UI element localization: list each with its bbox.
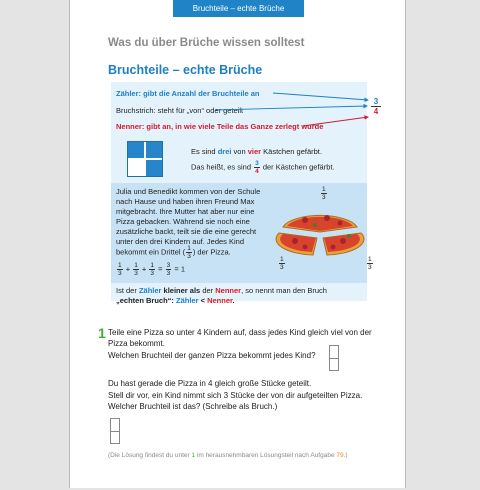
plus-sign: + xyxy=(125,264,131,274)
fraction-denominator: 4 xyxy=(255,168,259,175)
fraction-numerator: 3 xyxy=(166,262,171,269)
solution-hint xyxy=(108,452,348,459)
text-span: Kästchen gefärbt. xyxy=(261,147,322,156)
fraction-denominator: 3 xyxy=(368,264,372,271)
text-span: Es sind xyxy=(191,147,218,156)
inline-fraction xyxy=(117,262,123,277)
pizza-label-right xyxy=(366,256,374,271)
empty-square xyxy=(128,160,144,176)
term-nenner: Nenner xyxy=(215,286,242,295)
fraction-denominator: 3 xyxy=(280,264,284,271)
bruchstrich-definition: Bruchstrich: steht für „von“ oder geteilt xyxy=(116,106,244,115)
pizza-slice-back xyxy=(283,215,357,232)
solution-task-number: 79 xyxy=(336,452,344,459)
rule-line1 xyxy=(116,286,327,295)
story-line: zusätzliche backt, teilt sie die eine gerecht xyxy=(116,227,257,236)
fraction-numerator: 1 xyxy=(187,245,191,252)
pizza-slice-left xyxy=(276,233,317,255)
page-heading: Was du über Brüche wissen solltest xyxy=(108,37,305,49)
pizza-illustration xyxy=(275,205,365,263)
story-line: Julia und Benedikt kommen von der Schule xyxy=(116,187,261,196)
text-span: „echten Bruch“: xyxy=(116,296,177,305)
fraction-denominator: 4 xyxy=(371,106,381,116)
text-span: . xyxy=(232,296,235,305)
count-four: vier xyxy=(247,147,262,156)
text-span: , so nennt man den Bruch xyxy=(241,286,327,295)
less-than-sign: < xyxy=(198,296,208,305)
story-line: nach Hause und haben ihren Freund Max xyxy=(116,197,255,206)
question-text: Pizza bekommt. xyxy=(108,339,165,348)
answer-fraction-box[interactable] xyxy=(329,345,339,371)
section-title: Bruchteile – echte Brüche xyxy=(108,63,263,77)
inline-fraction xyxy=(186,245,192,260)
colored-square xyxy=(146,142,162,158)
fraction-numerator: 1 xyxy=(134,262,138,269)
equals-sign: = xyxy=(174,264,179,274)
answer-fraction-box[interactable] xyxy=(110,418,120,444)
story-line: Pizza gebacken. Während sie noch eine xyxy=(116,217,250,226)
colored-square xyxy=(128,142,144,158)
inline-fraction xyxy=(149,262,155,277)
fraction-denominator: 3 xyxy=(150,270,155,277)
question-text: Welchen Bruchteil der ganzen Pizza bekommt jedes Kind? xyxy=(108,351,316,360)
question-text: Welcher Bruchteil ist das? (Schreibe als Bruch.) xyxy=(108,402,278,411)
pizza-label-top xyxy=(320,186,328,201)
fraction-denominator: 3 xyxy=(166,270,171,277)
text-span: der Kästchen gefärbt. xyxy=(260,162,335,172)
zaehler-definition: Zähler: gibt die Anzahl der Bruchteile an xyxy=(116,89,260,98)
grid-text-line1 xyxy=(191,147,322,156)
text-span: von xyxy=(231,147,248,156)
inline-fraction xyxy=(254,160,260,175)
fraction-numerator: 1 xyxy=(280,256,284,263)
question-text: Stell dir vor, ein Kind nimmt sich 3 Stücke der von dir aufgeteilten Pizza. xyxy=(108,391,363,400)
term-kleiner: kleiner als xyxy=(161,286,201,295)
question-text: Teile eine Pizza so unter 4 Kindern auf, dass jedes Kind gleich viel von der xyxy=(108,328,372,337)
fraction-denominator: 3 xyxy=(134,270,138,277)
pizza-slice-right xyxy=(323,233,364,255)
colored-squares-grid xyxy=(127,141,163,177)
inline-fraction xyxy=(133,262,139,277)
fraction-numerator: 1 xyxy=(322,186,326,193)
grid-text-line2 xyxy=(191,160,335,175)
term-nenner: Nenner xyxy=(207,296,233,305)
term-zaehler: Zähler xyxy=(138,286,162,295)
workbook-page xyxy=(69,0,406,488)
page-header-tab: Bruchteile – echte Brüche xyxy=(173,0,304,17)
fraction-numerator: 1 xyxy=(118,262,122,269)
text-span: ) der Pizza. xyxy=(192,247,231,257)
text-span: .) xyxy=(343,452,348,459)
colored-square xyxy=(146,160,162,176)
text-span: (Die Lösung findest du unter xyxy=(108,452,192,459)
solution-ref-number: 1 xyxy=(191,452,196,459)
nenner-definition: Nenner: gibt an, in wie viele Teile das Ganze zerlegt wurde xyxy=(116,122,324,131)
term-zaehler: Zähler xyxy=(176,296,199,305)
equals-sign: = xyxy=(158,264,163,274)
sum-result: 1 xyxy=(180,264,185,274)
fraction-sum xyxy=(116,262,185,277)
example-fraction xyxy=(371,97,381,116)
text-span: Das heißt, es sind xyxy=(191,162,254,172)
story-line: mitgebracht. Ihre Mutter hat aber nur eine xyxy=(116,207,255,216)
fraction-numerator: 1 xyxy=(368,256,372,263)
text-span: bekommt ein Drittel ( xyxy=(116,247,186,257)
fraction-numerator: 3 xyxy=(255,160,259,167)
fraction-numerator: 1 xyxy=(150,262,155,269)
count-three: drei xyxy=(217,147,232,156)
inline-fraction xyxy=(166,262,172,277)
fraction-denominator: 3 xyxy=(187,253,191,260)
question-text: Du hast gerade die Pizza in 4 gleich große Stücke geteilt. xyxy=(108,379,312,388)
text-span: im herausnehmbaren Lösungsteil nach Aufgabe xyxy=(195,452,337,459)
rule-line2 xyxy=(116,296,235,305)
text-span: Ist der xyxy=(116,286,139,295)
fraction-denominator: 3 xyxy=(118,270,122,277)
inline-fraction xyxy=(367,256,373,271)
fraction-denominator: 3 xyxy=(322,194,326,201)
plus-sign: + xyxy=(141,264,147,274)
text-span: der xyxy=(200,286,216,295)
exercise-number: 1 xyxy=(98,325,106,341)
fraction-numerator: 3 xyxy=(373,97,379,106)
story-line-last xyxy=(116,245,231,260)
inline-fraction xyxy=(321,186,327,201)
story-line: unter den drei Kindern auf. Jedes Kind xyxy=(116,237,245,246)
